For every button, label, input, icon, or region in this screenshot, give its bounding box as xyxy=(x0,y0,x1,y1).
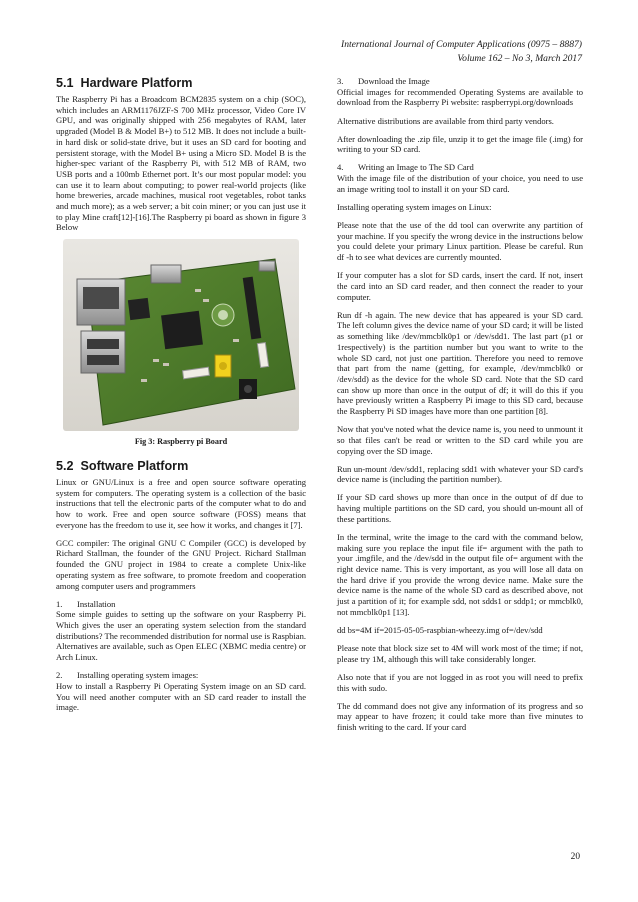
multiple-partitions-paragraph: If your SD card shows up more than once in the output of df due to having multiple partitions on the SD card, you should un-mount all of these partitions. xyxy=(337,492,583,524)
running-header xyxy=(341,38,582,66)
download-paragraph: Official images for recommended Operating Systems are available to download from the Raspberry Pi website: raspberrypi.org/downloads xyxy=(337,86,583,108)
left-column xyxy=(56,76,306,720)
insert-card-paragraph: If your computer has a slot for SD cards, insert the card. If not, insert the card into an SD card reader, and then connect the reader to your computer. xyxy=(337,270,583,302)
installing-on-linux-paragraph: Installing operating system images on Linux: xyxy=(337,201,492,212)
journal-name: International Journal of Computer Applications (0975 – 8887) xyxy=(341,39,582,50)
run-unmount-paragraph: Run un-mount /dev/sdd1, replacing sdd1 with whatever your SD card's device name is (including the partition number). xyxy=(337,463,583,485)
installation-paragraph: Some simple guides to setting up the software on your Raspberry Pi. Which gives the user an operating system selection from the standard distributions? The recommended distribution for normal use is Raspbian. Alternatives are available, such as Open ELEC (XBMC media centre) or Arch Linux. xyxy=(56,609,306,663)
list-item-installation: 1. Installation xyxy=(56,598,116,609)
alternative-distributions-paragraph: Alternative distributions are available from third party vendors. xyxy=(337,115,554,126)
software-paragraph-1: Linux or GNU/Linux is a free and open source software operating system for computers. The operating system is a collection of the basic instructions that tell the electronic parts of the computer what to do and how to work. Free and open source software (FOSS) means that everyone has the freedom to use it, see how it works, and changes it [7]. xyxy=(56,476,306,530)
page-number: 20 xyxy=(570,852,580,862)
raspberry-pi-board-image xyxy=(63,239,299,431)
raspberry-pi-board-photo xyxy=(63,239,299,431)
terminal-write-paragraph: In the terminal, write the image to the card with the command below, making sure you replace the input file if= argument with the path to your .imgfile, and the /dev/sdd in the output file of= argument with the right device name. This is very important, as you will lose all data on the hard drive if you provide the wrong device name. Make sure the device name is the name of the whole SD card as described above, not just a partition of it; for example sdd, not sdds1 or sddp1; or mmcblk0, not mmcblk0p1 [13]. xyxy=(337,531,583,617)
run-df-paragraph: Run df -h again. The new device that has appeared is your SD card. The left column gives the device name of your SD card; it will be listed as something like /dev/mmcblk0p1 or /dev/sdd1. The last part (p1 or 1respectively) is the partition number but you want to write to the whole SD card, not just one partition. Therefore you need to remove that part from the name (getting, for example, /dev/mmcblk0 or /dev/sdd) as the device for the whole SD card. Note that the SD card can show up more than once in the output of df; it will do this if you have previously written a Raspberry Pi image to this SD card, because the Raspberry Pi SD images have more than one partition [8]. xyxy=(337,309,583,417)
dd-command-line: dd bs=4M if=2015-05-05-raspbian-wheezy.img of=/dev/sdd xyxy=(337,624,543,635)
section-heading-5-1: 5.1 Hardware Platform xyxy=(56,76,193,90)
installing-images-paragraph: How to install a Raspberry Pi Operating System image on an SD card. You will need another computer with an SD card reader to install the image. xyxy=(56,680,306,713)
list-item-installing-images: 2. Installing operating system images: xyxy=(56,670,199,681)
block-size-paragraph: Please note that block size set to 4M will work most of the time; if not, please try 1M, although this will take considerably longer. xyxy=(337,643,583,664)
volume-info: Volume 162 – No 3, March 2017 xyxy=(457,53,582,64)
section-heading-5-2: 5.2 Software Platform xyxy=(56,458,189,473)
hardware-paragraph: The Raspberry Pi has a Broadcom BCM2835 system on a chip (SOC), which includes an ARM1176JZF-S 700 MHz processor, Video Core IV GPU, and was originally shipped with 256 megabytes of RAM, later upgraded (Model B & Model B+) to 512 MB. It does not include a built-in hard disk or solid-state drive, but it uses an SD card for booting and persistent storage, with the Model B+ using a Micro SD. Model B is the higher-spec variant of the Raspberry Pi, with 512 MB of RAM, two USB ports and a 100mb Ethernet port. It’s our most popular model: you can use it to learn about computing; to power real-world projects (like home breweries, arcade machines, musical root vegetables, robot tanks and much more); as a web server; a bit coin miner; or you can just use it to play Mine craft[12]-[16].The Raspberry pi board as shown in figure 3 Below xyxy=(56,94,306,233)
software-paragraph-gcc: GCC compiler: The original GNU C Compiler (GCC) is developed by Richard Stallman, the founder of the GNU Project. Richard Stallman founded the GNU project in 1984 to create a complete Unix-like operating system as free software, to promote freedom and cooperation among computer users and programmers xyxy=(56,537,306,591)
right-column xyxy=(337,76,583,740)
unzip-paragraph: After downloading the .zip file, unzip it to get the image file (.img) for writing to your SD card. xyxy=(337,133,583,155)
figure-caption: Fig 3: Raspberry pi Board xyxy=(134,437,228,447)
dd-warning-paragraph: Please note that the use of the dd tool can overwrite any partition of your machine. If you specify the wrong device in the instructions below you could delete your primary Linux partition. Please be careful. Run df -h to see what devices are currently mounted. xyxy=(337,219,583,263)
dd-progress-paragraph: The dd command does not give any information of its progress and so may appear to have frozen; it could take more than five minutes to finish writing to the card. If your card xyxy=(337,700,583,733)
unmount-paragraph: Now that you've noted what the device name is, you need to unmount it so that files can't be read or written to the SD card while you are copying over the SD image. xyxy=(337,424,583,456)
sudo-paragraph: Also note that if you are not logged in as root you will need to prefix this with sudo. xyxy=(337,671,583,693)
list-item-download: 3. Download the Image xyxy=(337,76,430,86)
list-item-writing-image: 4. Writing an Image to The SD Card xyxy=(337,162,474,173)
writing-image-paragraph: With the image file of the distribution of your choice, you need to use an image writing tool to install it on your SD card. xyxy=(337,173,583,194)
